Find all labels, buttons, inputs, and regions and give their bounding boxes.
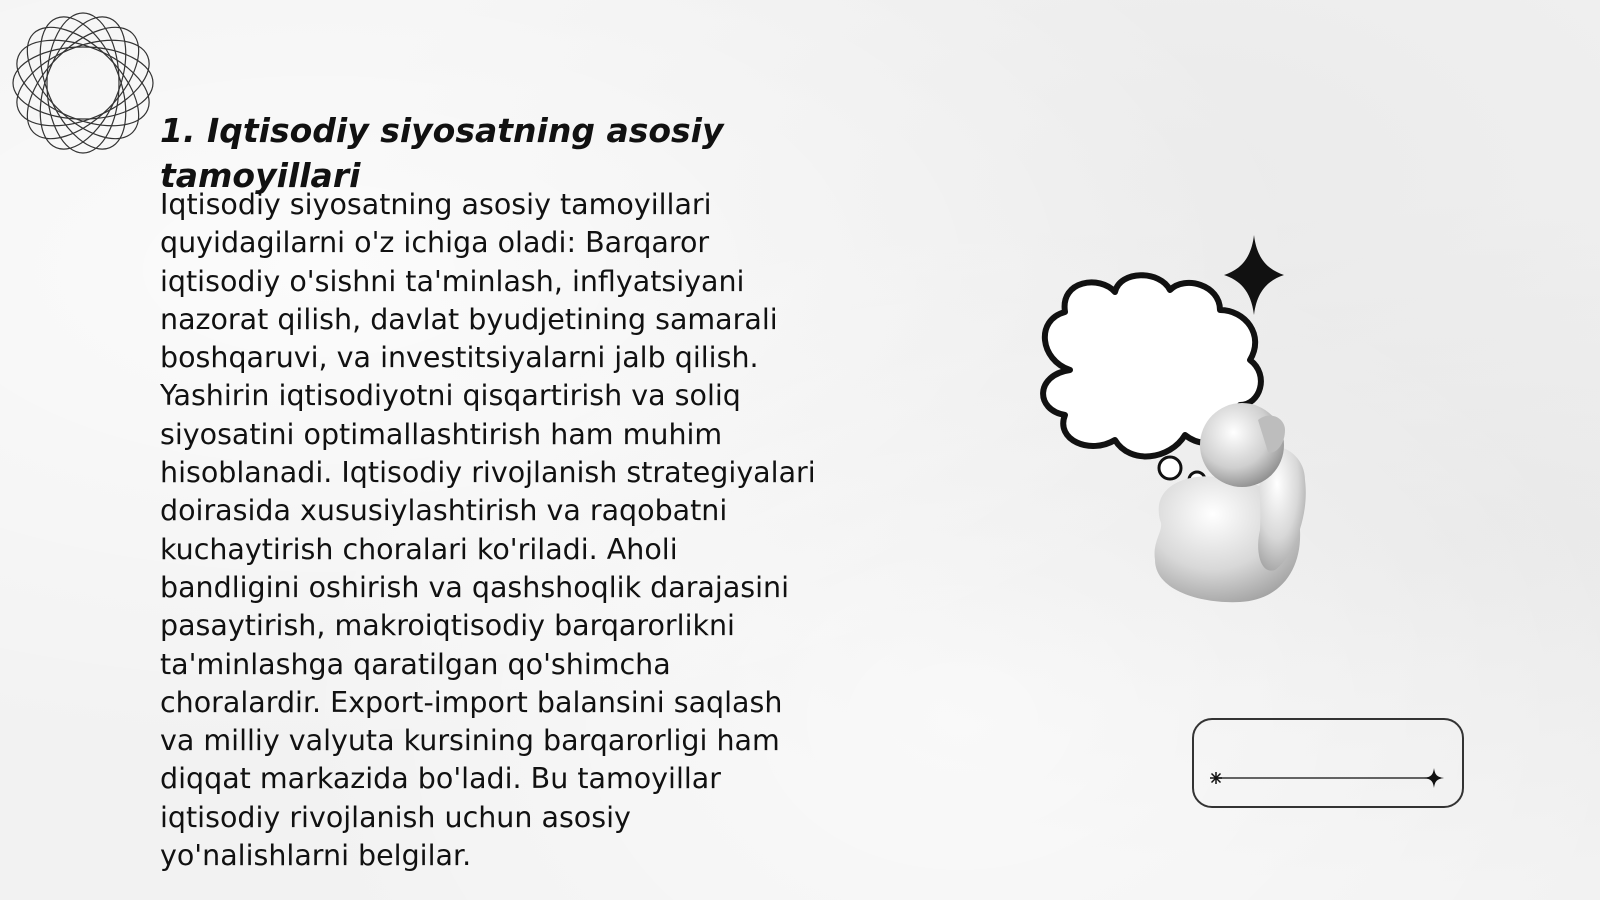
slide-title: 1. Iqtisodiy siyosatning asosiy tamoyillari <box>160 111 724 195</box>
slide-body-text: Iqtisodiy siyosatning asosiy tamoyillari quyidagilarni o'z ichiga oladi: Barqaror iqtisodiy o'sishni ta'minlash, inflyatsiyani nazorat qilish, davlat byudjetining samarali boshqaruvi, va investitsiyalarni jalb qilish. Yashirin iqtisodiyotni qisqartirish va soliq siyosatini optimallashtirish ham muhim hisoblanadi. Iqtisodiy rivojlanish strategiyalari doirasida xususiylashtirish va raqobatni kuchaytirish choralari ko'riladi. Aholi bandligini oshirish va qashshoqlik darajasini pasaytirish, makroiqtisodiy barqarorlikni ta'minlashga qaratilgan qo'shimcha choralardir. Export-import balansini saqlash va milliy valyuta kursining barqarorligi ham diqqat markazida bo'ladi. Bu tamoyillar iqtisodiy rivojlanish uchun asosiy yo'nalishlarni belgilar. <box>160 188 816 873</box>
rings-ornament-icon <box>10 10 156 156</box>
star-burst-icon <box>1210 772 1222 784</box>
four-point-sparkle-icon <box>1224 235 1284 315</box>
sparkle-end-icon <box>1424 768 1444 788</box>
caption-box <box>1192 718 1464 808</box>
thinking-person-illustration <box>1030 230 1350 620</box>
decorative-line <box>1208 768 1448 788</box>
